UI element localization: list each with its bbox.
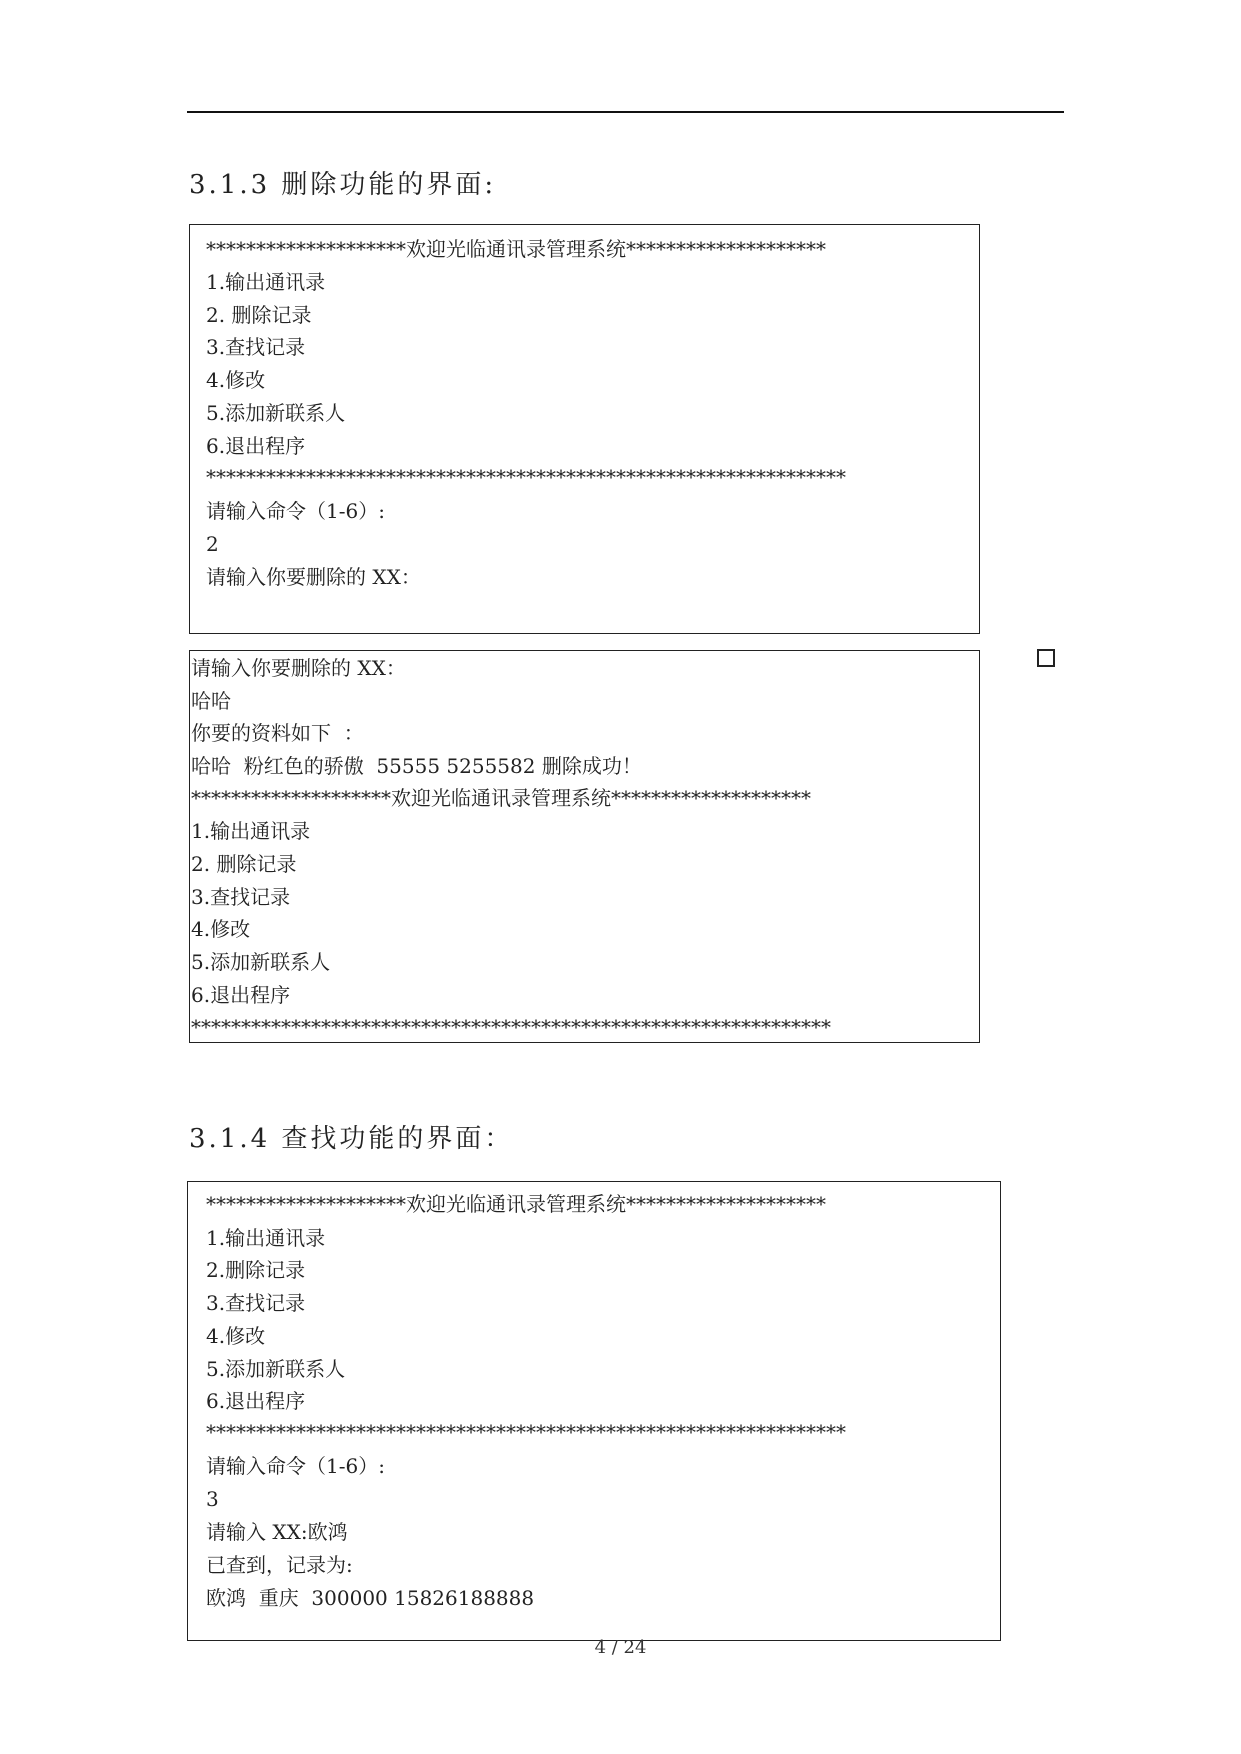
console-line: 3 [206,1487,219,1511]
console-line: 你要的资料如下 ： [191,721,364,745]
console-line: 1.输出通讯录 [206,270,326,294]
console-line: 请输入你要删除的 XX： [191,656,406,680]
header-rule [187,111,1064,113]
console-line: 哈哈 [191,689,231,713]
console-line: **************************************************************** [191,1015,831,1039]
console-line: 请输入 XX:欧鸿 [206,1520,348,1544]
console-box-search [187,1181,1001,1641]
console-line: 3.查找记录 [206,335,306,359]
console-line: 5.添加新联系人 [206,1357,346,1381]
console-line: 哈哈 粉红色的骄傲 55555 5255582 删除成功！ [191,754,642,778]
console-box-delete-prompt [189,224,980,634]
console-line: 1.输出通讯录 [206,1226,326,1250]
console-line: ********************欢迎光临通讯录管理系统******************** [191,786,811,810]
page-number: 4 / 24 [594,1637,647,1658]
console-line: 已查到，记录为: [206,1553,353,1577]
console-line: 请输入命令（1-6）: [206,499,385,523]
section-heading-313: 3.1.3 删除功能的界面: [189,170,497,200]
console-line: 4.修改 [191,917,251,941]
console-line: 6.退出程序 [206,434,306,458]
console-line: 2 [206,532,219,556]
console-line: **************************************************************** [206,465,846,489]
section-heading-314: 3.1.4 查找功能的界面： [189,1124,514,1154]
console-line: 4.修改 [206,368,266,392]
console-line: 5.添加新联系人 [191,950,331,974]
console-line: 1.输出通讯录 [191,819,311,843]
console-line: 2. 删除记录 [206,303,312,327]
console-line: 欧鸿 重庆 300000 15826188888 [206,1586,535,1610]
console-line: 6.退出程序 [206,1389,306,1413]
console-line: 6.退出程序 [191,983,291,1007]
console-line: 请输入你要删除的 XX： [206,565,421,589]
console-line: **************************************************************** [206,1420,846,1444]
console-line: 3.查找记录 [191,885,291,909]
console-box-delete-result [189,650,980,1043]
console-line: ********************欢迎光临通讯录管理系统******************** [206,237,826,261]
console-line: 2.删除记录 [206,1258,306,1282]
console-line: 请输入命令（1-6）: [206,1454,385,1478]
console-line: 3.查找记录 [206,1291,306,1315]
console-line: 5.添加新联系人 [206,401,346,425]
console-line: ********************欢迎光临通讯录管理系统******************** [206,1192,826,1216]
console-line: 4.修改 [206,1324,266,1348]
checkbox[interactable] [1037,649,1055,667]
console-line: 2. 删除记录 [191,852,297,876]
